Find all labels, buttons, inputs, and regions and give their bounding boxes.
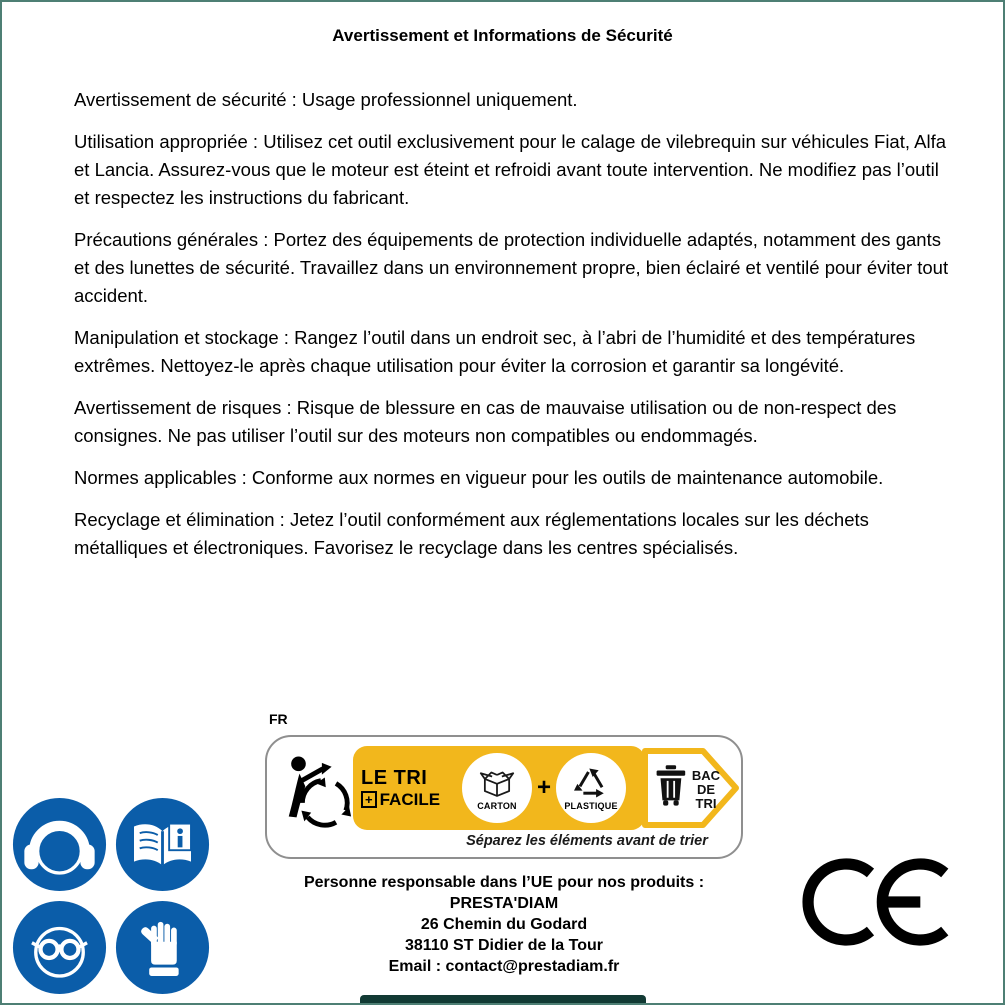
company-name: PRESTA'DIAM xyxy=(449,895,559,912)
triman-icon xyxy=(279,749,355,843)
bin-label-line2: DE xyxy=(696,782,716,797)
plastic-recycling-icon xyxy=(572,766,610,800)
paragraph-proper-use: Utilisation appropriée : Utilisez cet outil exclusivement pour le calage de vilebrequin sur véhicules Fiat, Alfa et Lancia. Assurez-vous que le moteur est éteint et refroidi avant toute intervention. Ne modifiez pas l’outil et respectez les instructions du fabricant. xyxy=(74,131,946,208)
safety-text-block xyxy=(74,86,954,576)
tri-facile-band xyxy=(353,746,645,830)
eye-protection-icon xyxy=(12,900,107,995)
material-carton xyxy=(462,753,532,823)
carton-box-icon xyxy=(477,766,517,800)
tri-headline-top: LE TRI xyxy=(361,766,428,789)
page-title: Avertissement et Informations de Sécurité xyxy=(332,26,673,45)
sorting-bin-tag xyxy=(641,747,741,829)
paragraph-general-precautions: Précautions générales : Portez des équipements de protection individuelle adaptés, notamment des gants et des lunettes de sécurité. Travaillez dans un environnement propre, bien éclairé et ventilé pour éviter tout accident. xyxy=(74,229,949,306)
paragraph-applicable-standards: Normes applicables : Conforme aux normes en vigueur pour les outils de maintenance automobile. xyxy=(74,467,884,488)
tri-headline-facile: FACILE xyxy=(379,789,441,809)
bin-label-line3: TRI xyxy=(695,796,717,811)
email-line: Email : contact@prestadiam.fr xyxy=(388,958,620,975)
responsible-intro: Personne responsable dans l’UE pour nos produits : xyxy=(303,874,705,891)
plus-box: + xyxy=(361,791,377,808)
sorting-instruction: Séparez les éléments avant de trier xyxy=(466,833,708,849)
read-instructions-icon xyxy=(115,797,210,892)
material-plastique xyxy=(556,753,626,823)
paragraph-risk-warning: Avertissement de risques : Risque de blessure en cas de mauvaise utilisation ou de non-respect des consignes. Ne pas utiliser l’outil sur des moteurs non compatibles ou endommagés. xyxy=(74,397,897,446)
address-line1: 26 Chemin du Godard xyxy=(420,916,588,933)
paragraph-safety-warning: Avertissement de sécurité : Usage professionnel uniquement. xyxy=(74,89,578,110)
ppe-icon-grid xyxy=(12,797,210,995)
tri-headline-bottom xyxy=(361,791,457,809)
country-code-label: FR xyxy=(269,711,288,727)
ear-protection-icon xyxy=(12,797,107,892)
protective-gloves-icon xyxy=(115,900,210,995)
address-line2: 38110 ST Didier de la Tour xyxy=(405,937,603,954)
material-plastique-label: PLASTIQUE xyxy=(564,800,618,811)
tri-facile-headline xyxy=(361,768,457,809)
ce-mark-text xyxy=(954,857,955,858)
bottom-bar xyxy=(360,995,646,1003)
ce-mark-icon xyxy=(802,857,954,947)
responsible-party-block xyxy=(265,872,743,977)
paragraph-recycling-disposal: Recyclage et élimination : Jetez l’outil conformément aux réglementations locales sur les déchets métalliques et électroniques. Favorisez le recyclage dans les centres spécialisés. xyxy=(74,509,869,558)
bin-label-line1: BAC xyxy=(691,768,721,783)
recycling-info-label xyxy=(265,735,743,859)
plus-separator: + xyxy=(537,774,552,801)
material-carton-label: CARTON xyxy=(477,800,517,811)
paragraph-handling-storage: Manipulation et stockage : Rangez l’outil dans un endroit sec, à l’abri de l’humidité et des températures extrêmes. Nettoyez-le après chaque utilisation pour éviter la corrosion et garantir sa longévité. xyxy=(74,327,916,376)
ce-marking xyxy=(802,857,954,952)
